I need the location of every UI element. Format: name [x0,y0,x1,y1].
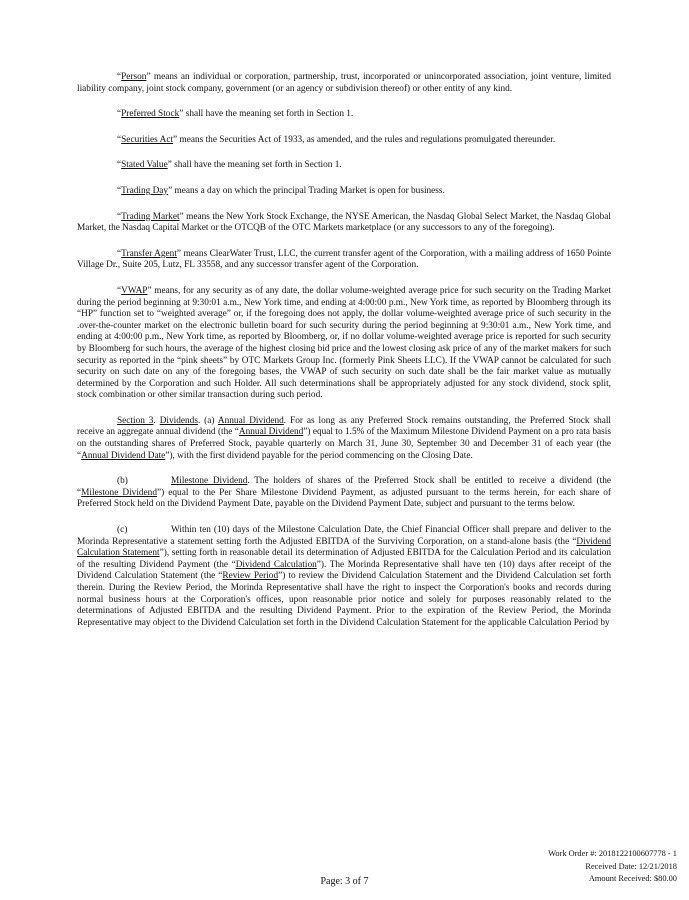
defined-term: Transfer Agent [121,248,177,259]
work-order-number: Work Order #: 2018122100607778 - 1 [548,849,677,858]
document-body [77,72,611,643]
defined-term: Trading Day [121,185,169,196]
paragraph-label: (b) [117,476,128,487]
paragraph-b-milestone-dividend: (b) Milestone Dividend. The holders of shares of the Preferred Stock shall be entitled to receive a dividend (the “Milestone Dividend”) equal to the Per Share Milestone Dividend Payment, as adjusted pursuant to the terms herein, for each share of Preferred Stock held on the Dividend Payment Date, payable on the Dividend Payment Date, subject and pursuant to the terms below. [77,476,611,510]
defined-term: Preferred Stock [121,109,180,120]
definition-trading-day: “Trading Day” means a day on which the principal Trading Market is open for business. [117,185,445,196]
filing-stamp [548,848,677,886]
defined-term: Dividend Calculation Statement [77,536,611,559]
definition-preferred-stock: “Preferred Stock” shall have the meaning set forth in Section 1. [117,109,354,120]
defined-term: Milestone Dividend [81,487,157,498]
definition-securities-act: “Securities Act” means the Securities Act of 1933, as amended, and the rules and regulations promulgated thereunder. [117,134,556,145]
definition-trading-market: “Trading Market” means the New York Stock Exchange, the NYSE American, the Nasdaq Global Select Market, the Nasdaq Global Market, the Nasdaq Capital Market or the OTCQB of the OTC Markets marketplace (or any successors to any of the foregoing). [77,211,611,234]
paragraph-label: (c) [117,525,128,536]
page-number: Page: 3 of 7 [320,876,369,887]
defined-term: Review Period [222,571,279,582]
definition-vwap: “VWAP” means, for any security as of any date, the dollar volume-weighted average price for such security on the Trading Market during the period beginning at 9:30:01 a.m., New York time, and ending at 4:00:00 p.m., New York time, as reported by Bloomberg through its “HP” function set to “weighted average” or, if the foregoing does not apply, the dollar volume-weighted average price of such security in the .over-the-counter market on the electronic bulletin board for such security during the period beginning at 9:30:01 a.m., New York time, and ending at 4:00:00 p.m., New York time, as reported by Bloomberg, or, if no dollar volume-weighted average price is reported for such security by Bloomberg for such hours, the average of the highest closing bid price and the lowest closing ask price of any of the market makers for such security as reported in the “pink sheets” by OTC Markets Group Inc. (formerly Pink Sheets LLC). If the VWAP cannot be calculated for such security on such date on any of the foregoing bases, the VWAP of such security on such date shall be the fair market value as mutually determined by the Corporation and such Holder. All such determinations shall be appropriately adjusted for any stock dividend, stock split, stock combination or other similar transaction during such period. [77,285,611,401]
section-3-dividends: Section 3. Dividends. (a) Annual Dividend. For as long as any Preferred Stock remains outstanding, the Preferred Stock shall receive an aggregate annual dividend (the “Annual Dividend”) equal to 1.5% of the Maximum Milestone Dividend Payment on a pro rata basis on the outstanding shares of Preferred Stock, payable quarterly on March 31, June 30, September 30 and December 31 of each year (the “Annual Dividend Date”), with the first dividend payable for the period commencing on the Closing Date. [77,415,612,461]
subsection-title: Annual Dividend [217,415,284,426]
defined-term: Securities Act [121,134,174,145]
section-title: Dividends [159,415,198,426]
section-heading: Section 3 [117,415,154,426]
definition-stated-value: “Stated Value” shall have the meaning set forth in Section 1. [117,160,342,171]
defined-term: Annual Dividend [238,427,304,438]
defined-term: Person [121,72,147,82]
amount-received: Amount Received: $80.00 [588,874,677,884]
paragraph-c-calculation: (c) Within ten (10) days of the Milestone Calculation Date, the Chief Financial Officer shall prepare and deliver to the Morinda Representative a statement setting forth the Adjusted EBITDA of the Surviving Corporation, on a stand-alone basis (the “Dividend Calculation Statement”), setting forth in reasonable detail its determination of Adjusted EBITDA for the Calculation Period and its calculation of the resulting Dividend Payment (the “Dividend Calculation”). The Morinda Representative shall have ten (10) days after receipt of the Dividend Calculation Statement (the “Review Period”) to review the Dividend Calculation Statement and the Dividend Calculation set forth therein. During the Review Period, the Morinda Representative shall have the right to inspect the Corporation's books and records during normal business hours at the Corporation's offices, upon reasonable prior notice and solely for purposes reasonably related to the determinations of Adjusted EBITDA and the resulting Dividend Payment. Prior to the expiration of the Review Period, the Morinda Representative may object to the Dividend Calculation set forth in the Dividend Calculation Statement for the applicable Calculation Period by [77,525,611,628]
received-date: Received Date: 12/21/2018 [585,861,677,871]
defined-term: Dividend Calculation [235,559,317,570]
definition-transfer-agent: “Transfer Agent” means ClearWater Trust, LLC, the current transfer agent of the Corporation, with a mailing address of 1650 Pointe Village Dr., Suite 205, Lutz, FL 33558, and any successor transfer agent of the Corporation. [77,248,611,271]
defined-term: Trading Market [121,211,180,222]
subsection-title: Milestone Dividend [171,476,248,487]
defined-term: Annual Dividend Date [81,450,166,461]
definition-person: “Person” means an individual or corporation, partnership, trust, incorporated or unincorporated association, joint venture, limited liability company, joint stock company, government (or an agency or subdivision thereof) or other entity of any kind. [77,72,611,94]
defined-term: VWAP [121,285,148,296]
defined-term: Stated Value [121,160,168,171]
